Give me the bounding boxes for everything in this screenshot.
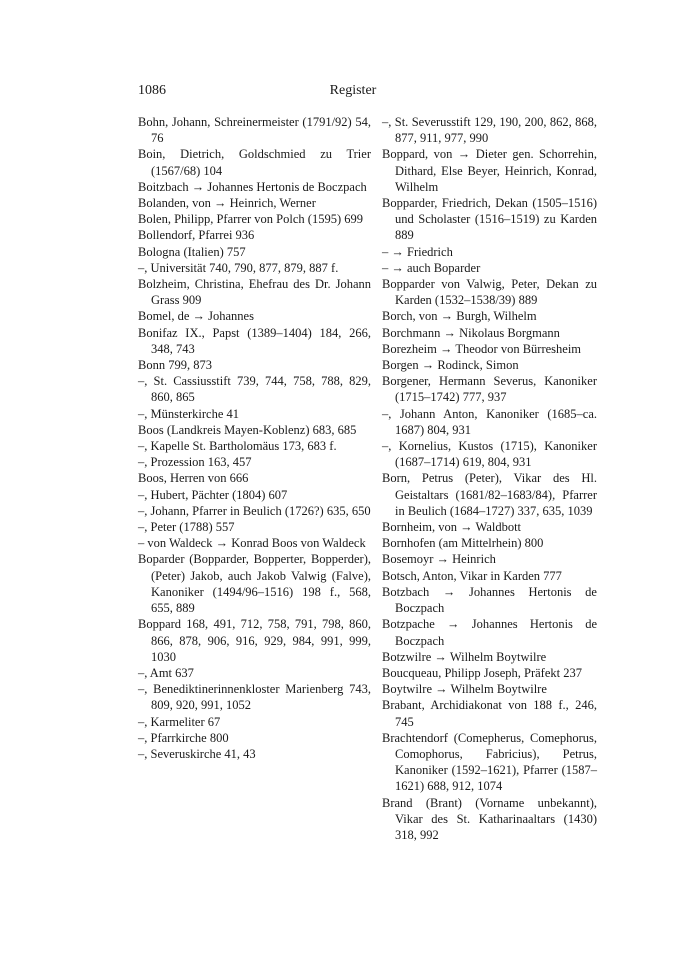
index-entry: Borchmann → Nikolaus Borgmann [382,325,560,340]
index-entry: Boos (Landkreis Mayen-Koblenz) 683, 685 [138,422,357,437]
index-entry: Bosemoyr → Heinrich [382,552,496,567]
index-entry: –, Peter (1788) 557 [138,520,235,535]
index-entry: Brand (Brant) (Vorname unbekannt), Vikar des St. Katharinaaltars (1430) 318, 992 [382,795,597,842]
index-entry: Bolanden, von → Heinrich, Werner [138,196,316,211]
index-entry: Borgener, Hermann Severus, Kanoniker (1715–1742) 777, 937 [382,374,597,405]
index-column-right [382,114,597,843]
index-entry: Bollendorf, Pfarrei 936 [138,228,255,243]
index-entry: –, Karmeliter 67 [138,714,221,729]
index-entry: –, Amt 637 [138,665,194,680]
index-entry: Bomel, de → Johannes [138,309,254,324]
index-entry: Bopparder, Friedrich, Dekan (1505–1516) und Scholaster (1516–1519) zu Karden 889 [382,196,597,243]
index-entry: –, Benediktinerinnenkloster Marienberg 743, 809, 920, 991, 1052 [138,682,371,713]
index-entry: Borch, von → Burgh, Wilhelm [382,309,537,324]
index-entry: Bonn 799, 873 [138,358,212,373]
index-entry: Bologna (Italien) 757 [138,244,246,259]
index-entry: –, Hubert, Pächter (1804) 607 [138,487,288,502]
running-title: Register [329,83,377,98]
index-entry: Boin, Dietrich, Goldschmied zu Trier (1567/68) 104 [138,147,371,178]
index-entry: – → auch Boparder [382,260,481,275]
index-entry: Botsch, Anton, Vikar in Karden 777 [382,568,562,583]
index-entry: Boos, Herren von 666 [138,471,249,486]
index-entry: Borgen → Rodinck, Simon [382,358,519,373]
index-entry: Boitzbach → Johannes Hertonis de Boczpach [138,179,367,194]
index-column-left [138,114,371,762]
index-entry: – → Friedrich [382,244,453,259]
index-entry: Botzwilre → Wilhelm Boytwilre [382,649,547,664]
index-entry: –, Kornelius, Kustos (1715), Kanoniker (1687–1714) 619, 804, 931 [382,439,597,470]
index-entry: –, Kapelle St. Bartholomäus 173, 683 f. [138,439,337,454]
index-entry: – von Waldeck → Konrad Boos von Waldeck [138,536,366,551]
index-entry: –, Prozession 163, 457 [138,455,252,470]
index-entry: Boytwilre → Wilhelm Boytwilre [382,682,547,697]
index-entry: Bornheim, von → Waldbott [382,520,522,535]
index-entry: Bonifaz IX., Papst (1389–1404) 184, 266, 348, 743 [138,325,371,356]
index-entry: –, Johann Anton, Kanoniker (1685–ca. 1687) 804, 931 [382,406,597,437]
index-entry: –, Pfarrkirche 800 [138,730,229,745]
index-entry: Boppard, von → Dieter gen. Schorrehin, Dithard, Else Beyer, Heinrich, Konrad, Wilhelm [382,147,597,194]
index-entry: Boparder (Bopparder, Bopperter, Bopperder), (Peter) Jakob, auch Jakob Valwig (Falve), Kanoniker (1494/96–1516) 198 f., 568, 655, 889 [138,552,371,616]
index-entry: Bopparder von Valwig, Peter, Dekan zu Karden (1532–1538/39) 889 [382,277,597,308]
page-number: 1086 [138,83,166,98]
index-entry: Bolen, Philipp, Pfarrer von Polch (1595) 699 [138,212,363,227]
running-header [138,83,568,103]
index-entry: Borezheim → Theodor von Bürresheim [382,341,582,356]
index-entry: Bohn, Johann, Schreinermeister (1791/92) 54, 76 [138,115,371,146]
index-entry: Bolzheim, Christina, Ehefrau des Dr. Johann Grass 909 [138,277,371,308]
index-entry: Boucqueau, Philipp Joseph, Präfekt 237 [382,665,582,680]
index-entry: –, Münsterkirche 41 [138,406,240,421]
index-entry: Botzbach → Johannes Hertonis de Boczpach [382,584,597,616]
index-entry: Brachtendorf (Comepherus, Comephorus, Comophorus, Fabricius), Petrus, Kanoniker (1592–1621), Pfarrer (1587–1621) 688, 912, 1074 [382,730,597,794]
index-entry: Born, Petrus (Peter), Vikar des Hl. Geistaltars (1681/82–1683/84), Pfarrer in Beulich (1684–1727) 337, 635, 1039 [382,471,597,518]
index-entry: –, Universität 740, 790, 877, 879, 887 f. [138,260,339,275]
index-entry: Bornhofen (am Mittelrhein) 800 [382,536,544,551]
index-entry: –, Johann, Pfarrer in Beulich (1726?) 635, 650 [138,503,371,518]
index-entry: Boppard 168, 491, 712, 758, 791, 798, 860, 866, 878, 906, 916, 929, 984, 991, 999, 1030 [138,617,371,664]
index-entry: Brabant, Archidiakonat von 188 f., 246, 745 [382,698,597,729]
index-entry: –, Severuskirche 41, 43 [138,746,256,761]
index-entry: –, St. Cassiusstift 739, 744, 758, 788, 829, 860, 865 [138,374,371,405]
index-entry: Botzpache → Johannes Hertonis de Boczpach [382,617,597,648]
index-entry: –, St. Severusstift 129, 190, 200, 862, 868, 877, 911, 977, 990 [382,115,597,146]
